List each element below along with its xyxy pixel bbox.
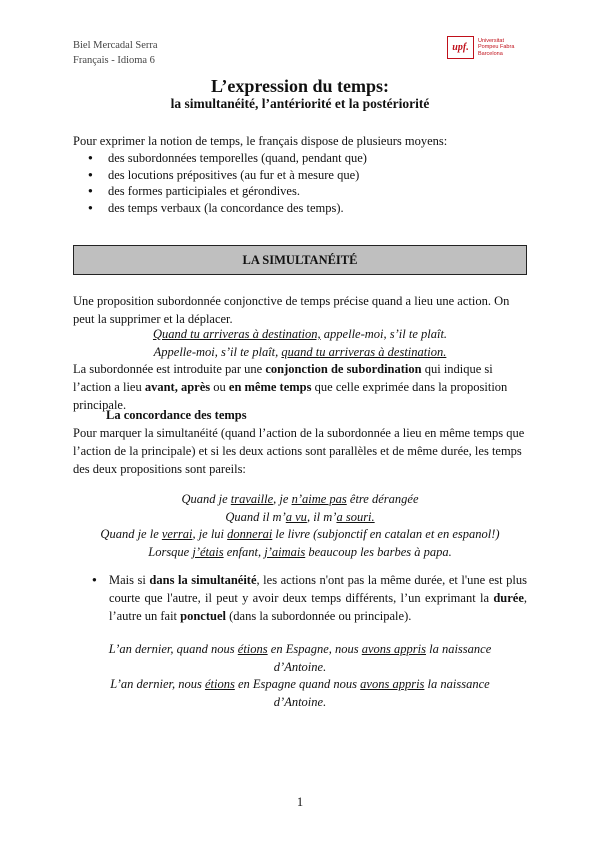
paragraph-4 xyxy=(109,571,527,625)
list-item: ● des locutions prépositives (au fur et à mesure que) xyxy=(73,167,367,184)
example-block-1 xyxy=(0,326,600,361)
logo-text xyxy=(478,38,514,58)
page-number: 1 xyxy=(296,795,304,809)
document-title: L’expression du temps: xyxy=(210,76,390,96)
underlined-text: avons appris xyxy=(360,677,425,691)
underlined-text: avons appris xyxy=(361,642,426,656)
example-text: le livre (subjonctif en catalan et en espanol!) xyxy=(272,527,500,541)
example-text: Lorsque xyxy=(148,544,193,559)
underlined-text: verrai xyxy=(161,527,193,541)
paragraph-3: Pour marquer la simultanéité (quand l’action de la subordonnée a lieu en même temps que l’action de la principale) et si les deux actions sont parallèles et de même durée, les temps des deux propositions sont pareils: xyxy=(73,426,525,476)
example-text: la naissance xyxy=(425,642,492,656)
underlined-text: étions xyxy=(237,642,268,656)
intro-paragraph: Pour exprimer la notion de temps, le français dispose de plusieurs moyens: xyxy=(73,134,448,148)
paragraph-2 xyxy=(73,360,529,414)
example-block-3 xyxy=(0,641,600,711)
example-text: Appelle-moi, s’il te plaît, xyxy=(153,344,282,359)
upf-logo-mark: upf. xyxy=(447,36,474,59)
list-item: ● des formes participiales et gérondives. xyxy=(73,183,367,200)
example-line xyxy=(0,526,600,544)
university-logo xyxy=(447,36,514,59)
bold-text: conjonction de subordination xyxy=(265,362,422,376)
underlined-text: j’aimais xyxy=(264,544,306,559)
logo-line: Pompeu Fabra xyxy=(478,44,515,51)
bold-text: ponctuel xyxy=(180,609,226,623)
text: que celle exprimée dans la proposition principale. xyxy=(73,380,508,412)
author-name: Biel Mercadal Serra xyxy=(73,40,158,51)
example-text: L’an dernier, quand nous xyxy=(108,642,238,656)
bold-text: avant, après xyxy=(144,380,211,394)
example-line xyxy=(0,491,600,509)
header-info xyxy=(73,38,158,68)
underlined-text: Quand tu arriveras à destination, xyxy=(152,327,321,341)
example-text: , il m’ xyxy=(306,509,337,524)
example-text: , je lui xyxy=(192,527,228,541)
example-line: d’Antoine. xyxy=(273,659,327,674)
example-text: Quand je le xyxy=(100,527,162,541)
bold-text: durée xyxy=(493,591,524,605)
example-line xyxy=(0,326,600,344)
underlined-text: quand tu arriveras à destination. xyxy=(281,344,447,359)
example-block-2 xyxy=(0,491,600,561)
example-text: Quand il m’ xyxy=(225,509,286,524)
example-line xyxy=(0,344,600,362)
underlined-text: étions xyxy=(204,677,235,691)
underlined-text: j’étais xyxy=(192,544,224,559)
example-line xyxy=(0,641,600,659)
example-text: appelle-moi, s’il te plaît. xyxy=(320,327,448,341)
example-text: en Espagne, nous xyxy=(267,642,362,656)
list-item: ● des subordonnées temporelles (quand, pendant que) xyxy=(73,150,367,167)
example-line xyxy=(0,509,600,527)
paragraph-1: Une proposition subordonnée conjonctive de temps précise quand a lieu une action. On peut la supprimer et la déplacer. xyxy=(73,294,510,326)
bold-text: en même temps xyxy=(228,380,312,394)
text: La subordonnée est introduite par une xyxy=(73,362,266,376)
underlined-text: a souri. xyxy=(336,509,375,524)
example-text: beaucoup les barbes à papa. xyxy=(305,544,452,559)
concordance-title: La concordance des temps xyxy=(106,408,247,422)
logo-line: Barcelona xyxy=(478,50,503,57)
underlined-text: donnerai xyxy=(227,527,273,541)
example-text: être dérangée xyxy=(346,492,419,506)
bullet-marker: ● xyxy=(92,575,97,584)
bold-text: dans la simultanéité xyxy=(149,573,257,587)
underlined-text: a vu xyxy=(285,509,307,524)
text: (dans la subordonnée ou principale). xyxy=(226,609,412,623)
underlined-text: travaille xyxy=(230,492,274,506)
example-text: , je xyxy=(273,492,292,506)
logo-line: Universitat xyxy=(478,37,504,44)
text: ou xyxy=(210,380,229,394)
text: qui indique si l’action a lieu xyxy=(73,362,493,394)
course-name: Français - Idioma 6 xyxy=(73,55,155,66)
section-banner: LA SIMULTANÉITÉ xyxy=(73,245,527,275)
document-subtitle: la simultanéité, l’antériorité et la postériorité xyxy=(170,96,430,111)
example-text: la naissance xyxy=(424,677,490,691)
example-text: L’an dernier, nous xyxy=(110,677,205,691)
example-line xyxy=(0,544,600,562)
text: , les actions n'ont pas la même durée, et l'une est plus courte que l'autre, il peut y avoir deux temps différents, l’un exprimant la xyxy=(109,573,527,605)
underlined-text: n’aime pas xyxy=(291,492,347,506)
example-text: Quand je xyxy=(181,492,231,506)
text: , l’autre un fait xyxy=(109,591,527,623)
example-text: enfant, xyxy=(223,544,265,559)
example-text: en Espagne quand nous xyxy=(234,677,361,691)
example-line xyxy=(0,676,600,694)
means-list xyxy=(73,150,367,216)
list-item: ● des temps verbaux (la concordance des temps). xyxy=(73,200,367,217)
example-line: d’Antoine. xyxy=(273,694,327,709)
text: Mais si xyxy=(109,573,150,587)
